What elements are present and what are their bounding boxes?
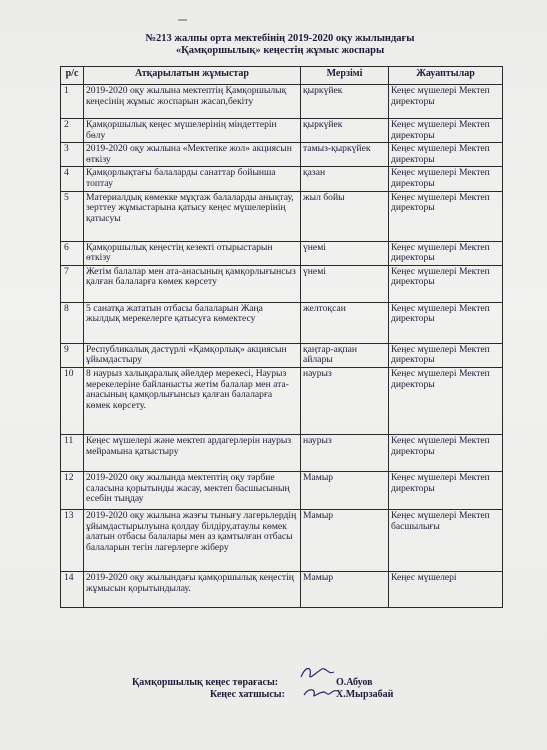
table-header-row	[61, 67, 503, 85]
table-row	[61, 265, 503, 302]
task-cell: Қамқоршылық кеңес мүшелерінің міндеттерін бөлу	[84, 119, 301, 143]
row-number: 6	[61, 241, 84, 265]
deadline-cell: қаңтар-ақпан айлары	[301, 343, 389, 367]
responsible-cell: Кеңес мүшелері Мектеп директоры	[389, 265, 503, 302]
deadline-cell: қыркүйек	[301, 119, 389, 143]
table-row	[61, 167, 503, 191]
row-number: 7	[61, 265, 84, 302]
task-cell: 2019-2020 оқу жылына мектептің Қамқоршылық кеңесінің жұмыс жоспарын жасап,бекіту	[84, 85, 301, 119]
deadline-cell: желтоқсан	[301, 302, 389, 343]
responsible-cell: Кеңес мүшелері Мектеп директоры	[389, 367, 503, 434]
row-number: 9	[61, 343, 84, 367]
deadline-cell: қазан	[301, 167, 389, 191]
responsible-cell: Кеңес мүшелері Мектеп директоры	[389, 343, 503, 367]
responsible-cell: Кеңес мүшелері Мектеп директоры	[389, 434, 503, 471]
task-cell: 2019-2020 оқу жылындағы қамқоршылық кеңестің жұмысын қорытындылау.	[84, 571, 301, 607]
chair-signature-scribble	[298, 663, 338, 685]
deadline-cell: тамыз-қыркүйек	[301, 143, 389, 167]
secretary-signature-scribble	[300, 683, 340, 703]
column-header-responsible: Жауаптылар	[389, 67, 503, 85]
deadline-cell: үнемі	[301, 265, 389, 302]
secretary-name: Х.Мырзабай	[336, 689, 394, 700]
row-number: 12	[61, 471, 84, 509]
chair-title: Қамқоршылық кеңес төрағасы:	[132, 677, 279, 688]
responsible-cell: Кеңес мүшелері Мектеп директоры	[389, 471, 503, 509]
task-cell: Қамқорлықтағы балаларды санаттар бойынша топтау	[84, 167, 301, 191]
deadline-cell: Мамыр	[301, 509, 389, 571]
row-number: 13	[61, 509, 84, 571]
row-number: 5	[61, 191, 84, 241]
deadline-cell: наурыз	[301, 367, 389, 434]
responsible-cell: Кеңес мүшелері Мектеп директоры	[389, 143, 503, 167]
table-row	[61, 367, 503, 434]
row-number: 2	[61, 119, 84, 143]
task-cell: 2019-2020 оқу жылына «Мектепке жол» акциясын өткізу	[84, 143, 301, 167]
task-cell: 8 наурыз халықаралық әйелдер мерекесі, Наурыз мерекелеріне байланысты жетім балалар мен ата-анасының қамқорлығынсыз қалған балаларға көмек көрсету.	[84, 367, 301, 434]
responsible-cell: Кеңес мүшелері Мектеп басшылығы	[389, 509, 503, 571]
table-row	[61, 471, 503, 509]
task-cell: 5 санатқа жататын отбасы балаларын Жаңа жылдық мерекелерге қатысуға көмектесу	[84, 302, 301, 343]
deadline-cell: қыркүйек	[301, 85, 389, 119]
chair-name: О.Абуов	[336, 677, 373, 688]
task-cell: Республикалық дәстүрлі «Қамқорлық» акциясын ұйымдастыру	[84, 343, 301, 367]
deadline-cell: жыл бойы	[301, 191, 389, 241]
row-number: 14	[61, 571, 84, 607]
responsible-cell: Кеңес мүшелері Мектеп директоры	[389, 191, 503, 241]
responsible-cell: Кеңес мүшелері Мектеп директоры	[389, 85, 503, 119]
work-plan-table	[60, 66, 503, 608]
row-number: 8	[61, 302, 84, 343]
table-row	[61, 241, 503, 265]
table-row	[61, 509, 503, 571]
deadline-cell: наурыз	[301, 434, 389, 471]
task-cell: 2019-2020 оқу жылында мектептің оқу тәрбие саласына қорытынды жасау, мектеп басшысының есебін тыңдау	[84, 471, 301, 509]
task-cell: Жетім балалар мен ата-анасының қамқорлығынсыз қалған балаларға көмек көрсету	[84, 265, 301, 302]
row-number: 11	[61, 434, 84, 471]
deadline-cell: Мамыр	[301, 571, 389, 607]
task-cell: 2019-2020 оқу жылына жазғы тынығу лагерьлердің ұйымдастырылуына қолдау білдіру,атаулы көмек алатын отбасы балалары мен аз қамтылған отбасы балаларын тегін лагерлерге жіберу	[84, 509, 301, 571]
table-row	[61, 571, 503, 607]
document-title-line2: «Қамқоршылық» кеңестің жұмыс жоспары	[175, 45, 385, 56]
table-row	[61, 119, 503, 143]
column-header-tasks: Атқарылатын жұмыстар	[84, 67, 301, 85]
row-number: 3	[61, 143, 84, 167]
responsible-cell: Кеңес мүшелері Мектеп директоры	[389, 302, 503, 343]
responsible-cell: Кеңес мүшелері	[389, 571, 503, 607]
table-row	[61, 143, 503, 167]
task-cell: Кеңес мүшелері және мектеп ардагерлерін наурыз мейрамына қатыстыру	[84, 434, 301, 471]
responsible-cell: Кеңес мүшелері Мектеп директоры	[389, 119, 503, 143]
responsible-cell: Кеңес мүшелері Мектеп директоры	[389, 167, 503, 191]
column-header-deadline: Мерзімі	[301, 67, 389, 85]
row-number: 1	[61, 85, 84, 119]
deadline-cell: Мамыр	[301, 471, 389, 509]
column-header-number: р/с	[61, 67, 84, 85]
responsible-cell: Кеңес мүшелері Мектеп директоры	[389, 241, 503, 265]
table-row	[61, 85, 503, 119]
secretary-title: Кеңес хатшысы:	[210, 689, 285, 700]
deadline-cell: үнемі	[301, 241, 389, 265]
row-number: 4	[61, 167, 84, 191]
task-cell: Қамқоршылық кеңестің кезекті отырыстарын өткізу	[84, 241, 301, 265]
table-row	[61, 434, 503, 471]
task-cell: Материалдық көмекке мұқтаж балаларды анықтау, зерттеу жұмыстарына қатысу кеңес мүшелерінің қатысуы	[84, 191, 301, 241]
document-title-line1: №213 жалпы орта мектебінің 2019-2020 оқу жылындағы	[145, 33, 415, 44]
table-row	[61, 191, 503, 241]
row-number: 10	[61, 367, 84, 434]
scan-mark	[178, 19, 187, 21]
table-row	[61, 343, 503, 367]
table-row	[61, 302, 503, 343]
